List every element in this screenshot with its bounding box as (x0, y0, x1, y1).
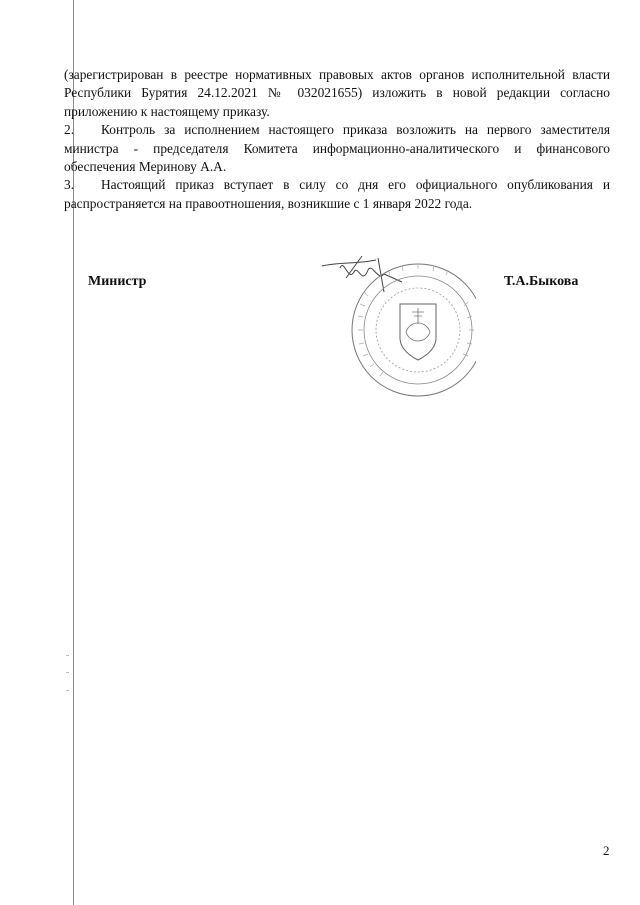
margin-mark (66, 655, 69, 656)
intro-paragraph: (зарегистрирован в реестре нормативных правовых актов органов исполнительной власти Республики Бурятия 24.12.2021 № 032021655) изложить в новой редакции согласно приложению к настоящему приказу. (64, 67, 610, 119)
signatory-position: Министр (88, 274, 147, 289)
item-text: Контроль за исполнением настоящего приказа возложить на первого заместителя министра - председателя Комитета информационно-аналитического и финансового обеспечения Меринову А.А. (64, 122, 610, 175)
margin-mark (66, 690, 69, 691)
list-item (64, 121, 610, 176)
document-body (64, 66, 610, 213)
item-number: 2. (64, 122, 75, 138)
list-item (64, 176, 610, 213)
item-number: 3. (64, 177, 75, 193)
official-stamp-with-signature (318, 252, 476, 400)
page-number: 2 (603, 843, 610, 858)
signatory-name: Т.А.Быкова (504, 274, 579, 289)
item-text: Настоящий приказ вступает в силу со дня его официального опубликования и распространяется на правоотношения, возникшие с 1 января 2022 года. (64, 177, 610, 211)
margin-mark (66, 672, 69, 673)
